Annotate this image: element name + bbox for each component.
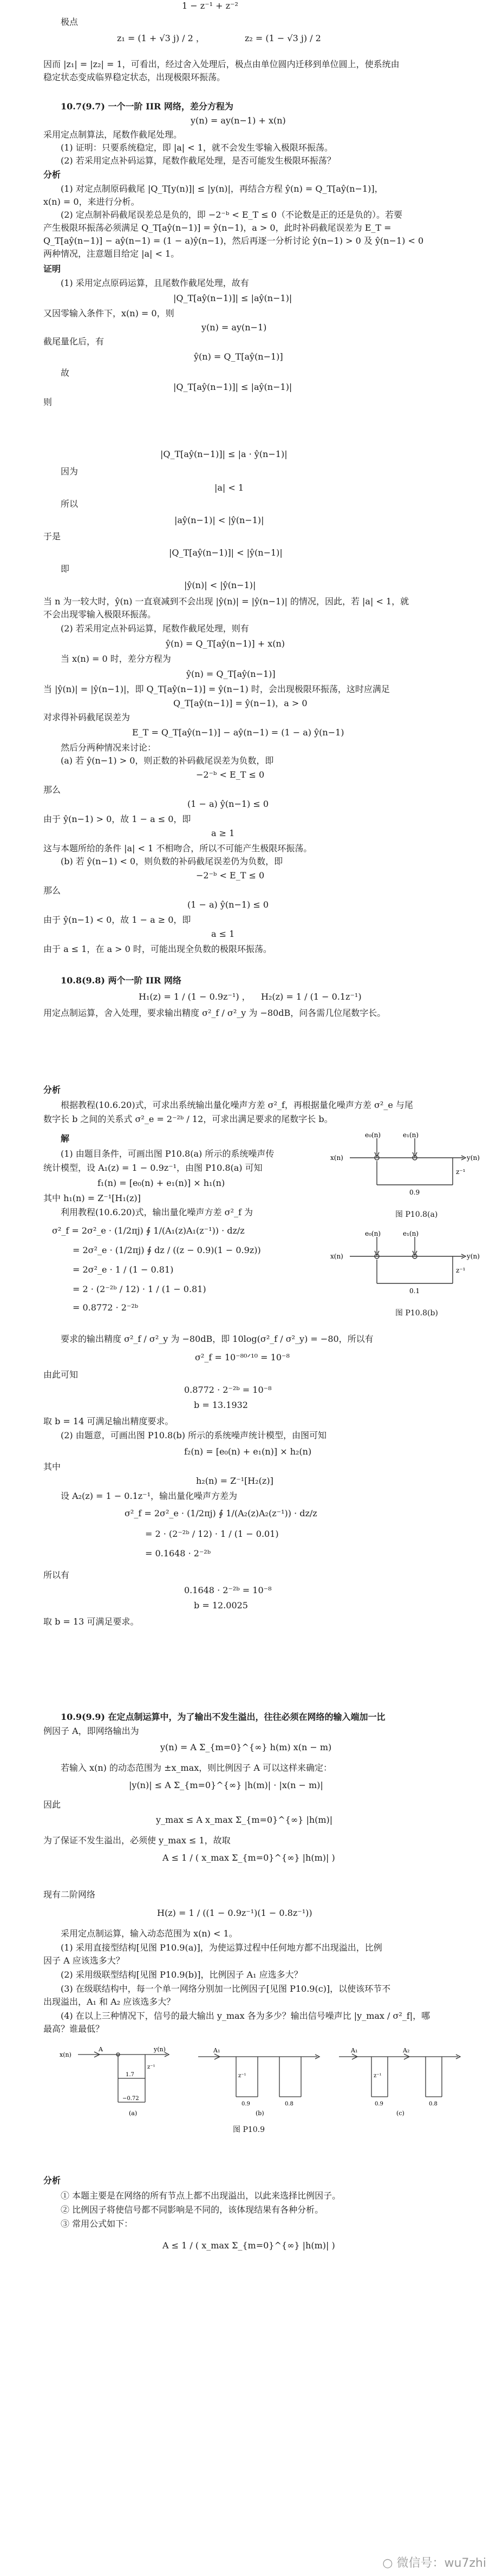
- problem-heading: 10.8(9.8) 两个一阶 IIR 网络: [61, 975, 181, 986]
- equation: y(n) = ay(n−1) + x(n): [191, 115, 286, 126]
- analysis-label: 分析: [43, 169, 61, 180]
- text-line: (2) 若采用定点补码运算，尾数作截尾处理，是否可能发生极限环振荡？: [61, 155, 336, 166]
- fig-gain-label: 0.8: [285, 2101, 293, 2107]
- transfer-function-h2: H₂(z) = 1 / (1 − 0.1z⁻¹): [261, 992, 362, 1002]
- text-line: 最高？谁最低？: [43, 2024, 105, 2034]
- figure-caption: 图 P10.9: [233, 2125, 265, 2134]
- figure-p10-9a: [58, 2043, 183, 2118]
- text-line: 数字长 b 之间的关系式 σ²_e = 2⁻²ᵇ / 12，可求出满足要求的尾数字长 b。: [43, 1114, 333, 1124]
- equation: = 0.8772 · 2⁻²ᵇ: [73, 1302, 139, 1313]
- transfer-function-h1: H₁(z) = 1 / (1 − 0.9z⁻¹) ，: [139, 992, 251, 1002]
- fig-scale-label: A: [99, 2046, 103, 2053]
- text-line: 截尾量化后，有: [43, 336, 105, 347]
- fig-gain-label: 0.9: [375, 2101, 383, 2107]
- fig-noise-e0: e₀(n): [365, 1131, 381, 1139]
- equation: |Q_T[aŷ(n−1)]| < |ŷ(n−1)|: [169, 547, 283, 558]
- text-line: 由于 a ≤ 1，在 a > 0 时，可能出现全负数的极限环振荡。: [43, 944, 272, 954]
- text-line: 这与本题所给的条件 |a| < 1 不相吻合，所以不可能产生极限环振荡。: [43, 843, 312, 853]
- equation: −2⁻ᵇ < E_T ≤ 0: [196, 870, 265, 881]
- text-line: (2) 采用级联型结构[见图 P10.9(b)]，比例因子 A₁ 应选多大？: [61, 1970, 303, 1980]
- figure-caption: 图 P10.8(b): [395, 1309, 438, 1318]
- equation: ŷ(n) = Q_T[aŷ(n−1)]: [194, 351, 283, 362]
- fig-output-label: y(n): [467, 1154, 480, 1162]
- equation: σ²_f = 2σ²_e · (1/2πj) ∮ 1/(A₁(z)A₁(z⁻¹)) · dz/z: [52, 1225, 245, 1236]
- text-line: 所以: [61, 499, 79, 509]
- equation: h₂(n) = Z⁻¹[H₂(z)]: [196, 1476, 273, 1486]
- equation: |ŷ(n)| < |ŷ(n−1)|: [184, 580, 256, 590]
- equation: a ≤ 1: [211, 929, 235, 939]
- text-line: ③ 常用公式如下：: [61, 2219, 133, 2229]
- equation: = 2 · (2⁻²ᵇ / 12) · 1 / (1 − 0.81): [73, 1284, 206, 1294]
- equation: (1 − a) ŷ(n−1) ≤ 0: [187, 899, 269, 910]
- text-line: 由于 ŷ(n−1) > 0，故 1 − a ≤ 0，即: [43, 814, 191, 824]
- text-line: (4) 在以上三种情况下，信号的最大输出 y_max 各为多少？输出信号噪声比 |y_max / σ²_f|，哪: [61, 2011, 430, 2021]
- text-line: 那么: [43, 885, 61, 896]
- equation: = 2σ²_e · (1/2πj) ∮ dz / ((z − 0.9)(1 − 0.9z)): [73, 1245, 261, 1255]
- text-line: 那么: [43, 785, 61, 795]
- text-line: 不会出现零输入极限环振荡。: [43, 609, 156, 619]
- fig-gain-label: 0.8: [429, 2101, 438, 2107]
- text-line: (1) 采用定点原码运算，且尾数作截尾处理，故有: [61, 278, 249, 288]
- text-line: 例因子 A，即网络输出为: [43, 1726, 139, 1736]
- problem-heading: 10.7(9.7) 一个一阶 IIR 网络，差分方程为: [61, 101, 233, 112]
- text-line: 则: [43, 397, 53, 407]
- problem-heading: 10.9(9.9) 在定点制运算中，为了输出不发生溢出，往往必须在网络的输入端加一比: [61, 1712, 386, 1722]
- equation: |aŷ(n−1)| < |ŷ(n−1)|: [174, 515, 264, 525]
- text-line: 取 b = 14 可满足输出精度要求。: [43, 1416, 174, 1426]
- equation: f₁(n) = [e₀(n) + e₁(n)] × h₁(n): [97, 1178, 225, 1188]
- text-line: 现有二阶网络: [43, 1889, 96, 1900]
- fig-gain-label: 0.9: [242, 2101, 250, 2107]
- equation: y(n) = A Σ_{m=0}^{∞} h(m) x(n − m): [160, 1742, 332, 1752]
- equation: −2⁻ᵇ < E_T ≤ 0: [196, 769, 265, 780]
- fig-input-label: x(n): [330, 1154, 343, 1162]
- watermark-text: 微信号：wu7zhi: [396, 2557, 486, 2570]
- fig-scale-label: A₂: [403, 2047, 410, 2054]
- text-line: 当 x(n) = 0 时，差分方程为: [61, 654, 171, 664]
- text-line: ② 比例因子将使信号都不同影响是不同的，该体现结果有各种分析。: [61, 2205, 324, 2215]
- text-line: 统计模型，设 A₁(z) = 1 − 0.9z⁻¹，由图 P10.8(a) 可知: [43, 1163, 263, 1173]
- text-line: 对求得补码截尾误差为: [43, 712, 130, 722]
- text-line: 若输入 x(n) 的动态范围为 ±x_max，则比例因子 A 可以这样来确定：: [61, 1763, 332, 1773]
- fig-gain-label: 0.9: [409, 1189, 420, 1196]
- figure-p10-8b: [328, 1229, 485, 1305]
- fig-gain-label: 0.1: [409, 1287, 420, 1295]
- solution-label: 解: [61, 1133, 70, 1144]
- text-line: 其中: [43, 1462, 61, 1472]
- text-line: 因子 A 应该选多大？: [43, 1955, 125, 1966]
- figure-p10-9b: [193, 2043, 323, 2118]
- fig-sub-caption: (b): [256, 2110, 264, 2117]
- text-line: 出现溢出，A₁ 和 A₂ 应该选多大？: [43, 1997, 175, 2007]
- equation: 0.8772 · 2⁻²ᵇ = 10⁻⁸: [184, 1385, 272, 1395]
- analysis-label: 分析: [43, 1085, 61, 1095]
- text-line: (2) 由题意，可画出图 P10.8(b) 所示的系统噪声统计模型，由图可知: [61, 1430, 327, 1440]
- equation: = 2σ²_e · 1 / (1 − 0.81): [73, 1264, 174, 1275]
- equation: ŷ(n) = Q_T[aŷ(n−1)] + x(n): [166, 638, 285, 649]
- fig-delay-label: z⁻¹: [456, 1267, 466, 1274]
- text-line: x(n) = 0，来进行分析。: [43, 197, 140, 207]
- text-line: 因为: [61, 466, 79, 477]
- text-line: (1) 采用直接型结构[见图 P10.9(a)]，为使运算过程中任何地方都不出现溢出，比例: [61, 1942, 382, 1953]
- text-line: 又因零输入条件下，x(n) = 0，则: [43, 308, 174, 318]
- watermark: [382, 2554, 486, 2571]
- wechat-icon: ○: [382, 2557, 393, 2570]
- text-line: 由于 ŷ(n−1) < 0，故 1 − a ≥ 0，即: [43, 915, 191, 925]
- text-line: 即: [61, 564, 70, 574]
- text-line: (1) 对定点制原码截尾 |Q_T[y(n)]| ≤ |y(n)|，再结合方程 ŷ(n) = Q_T[aŷ(n−1)]，: [61, 184, 383, 194]
- fig-delay-label: z⁻¹: [147, 2064, 155, 2070]
- text-line: 取 b = 13 可满足要求。: [43, 1616, 139, 1627]
- text-line: 为了保证不发生溢出，必须使 y_max ≤ 1，故取: [43, 1835, 231, 1845]
- fig-gain-label: −0.72: [122, 2096, 139, 2102]
- fig-scale-label: A₁: [351, 2047, 358, 2054]
- figure-p10-9c: [334, 2043, 464, 2118]
- text-line: 设 A₂(z) = 1 − 0.1z⁻¹，输出量化噪声方差为: [61, 1491, 238, 1501]
- fig-delay-label: z⁻¹: [238, 2073, 246, 2079]
- text-line: 故: [61, 368, 70, 378]
- text-line: 利用教程(10.6.20)式，输出量化噪声方差 σ²_f 为: [61, 1207, 253, 1217]
- pole-z1: z₁ = (1 + √3 j) / 2 ，: [117, 33, 205, 43]
- text-line: 采用定点制算法，尾数作截尾处理。: [43, 129, 182, 140]
- text-line: 由此可知: [43, 1369, 79, 1380]
- text-line: (2) 若采用定点补码运算，尾数作截尾处理，则有: [61, 623, 249, 634]
- equation: H(z) = 1 / ((1 − 0.9z⁻¹)(1 − 0.8z⁻¹)): [157, 1908, 312, 1918]
- text-line: 于是: [43, 531, 61, 542]
- fig-sub-caption: (c): [396, 2110, 404, 2117]
- fig-sub-caption: (a): [129, 2110, 138, 2117]
- text-line: 因此: [43, 1799, 61, 1810]
- equation: A ≤ 1 / ( x_max Σ_{m=0}^{∞} |h(m)| ): [162, 1853, 335, 1863]
- equation: |Q_T[aŷ(n−1)]| ≤ |aŷ(n−1)|: [173, 293, 292, 303]
- text-line: 稳定状态变成临界稳定状态，出现极限环振荡。: [43, 72, 226, 82]
- text-line: (1) 证明：只要系统稳定，即 |a| < 1，就不会发生零输入极限环振荡。: [61, 142, 333, 153]
- text-line: 采用定点制运算，输入动态范围为 x(n) < 1。: [61, 1928, 238, 1939]
- equation: |Q_T[aŷ(n−1)]| ≤ |aŷ(n−1)|: [173, 382, 292, 392]
- fig-noise-e0: e₀(n): [365, 1230, 381, 1237]
- fig-input-label: x(n): [60, 2051, 71, 2058]
- text-line: (a) 若 ŷ(n−1) > 0，则正数的补码截尾误差为负数，即: [61, 755, 274, 766]
- text-line: 其中 h₁(n) = Z⁻¹[H₁(z)]: [43, 1193, 141, 1203]
- text-line: (b) 若 ŷ(n−1) < 0，则负数的补码截尾误差仍为负数，即: [61, 856, 283, 866]
- equation: y(n) = ay(n−1): [201, 322, 267, 332]
- text-line: 用定点制运算，舍入处理，要求输出精度 σ²_f / σ²_y 为 −80dB，问各需几位尾数字长。: [43, 1008, 386, 1018]
- proof-label: 证明: [43, 264, 61, 274]
- analysis-label: 分析: [43, 2175, 61, 2186]
- fig-noise-e1: e₁(n): [403, 1131, 419, 1139]
- text-line: 产生极限环振荡必须满足 Q_T[aŷ(n−1)] = ŷ(n−1)，a > 0，此时补码截尾误差为 E_T =: [43, 223, 391, 233]
- equation: (1 − a) ŷ(n−1) ≤ 0: [187, 799, 269, 809]
- text-line: Q_T[aŷ(n−1)] − aŷ(n−1) = (1 − a)ŷ(n−1)，然后再逐一分析讨论 ŷ(n−1) > 0 及 ŷ(n−1) < 0: [43, 236, 424, 246]
- fig-delay-label: z⁻¹: [374, 2073, 382, 2079]
- text-line: 根据教程(10.6.20)式，可求出系统输出量化噪声方差 σ²_f，再根据量化噪声方差 σ²_e 与尾: [61, 1100, 413, 1110]
- equation: b = 13.1932: [194, 1400, 248, 1410]
- figure-p10-8a: [328, 1131, 485, 1207]
- text-line: ① 本题主要是在网络的所有节点上都不出现溢出，以此来选择比例因子。: [61, 2190, 341, 2201]
- equation: a ≥ 1: [211, 828, 235, 838]
- fig-noise-e1: e₁(n): [403, 1230, 419, 1237]
- text-line: 极点: [61, 17, 79, 27]
- text-line: (3) 在级联结构中，每一个单一网络分别加一比例因子[见图 P10.9(c)]，以使该环节不: [61, 1984, 391, 1994]
- text-line: 要求的输出精度 σ²_f / σ²_y 为 −80dB，即 10log(σ²_f / σ²_y) = −80，所以有: [61, 1334, 374, 1344]
- equation: y_max ≤ A x_max Σ_{m=0}^{∞} |h(m)|: [156, 1815, 333, 1825]
- text-line: 两种情况，注意题目给定 |a| < 1。: [43, 249, 180, 259]
- fig-output-label: y(n): [467, 1253, 480, 1260]
- equation: = 0.1648 · 2⁻²ᵇ: [145, 1548, 211, 1558]
- text-line: (2) 定点制补码截尾误差总是负的，即 −2⁻ᵇ < E_T ≤ 0（不论数是正的还是负的）。若要: [61, 210, 402, 220]
- equation: ŷ(n) = Q_T[aŷ(n−1)]: [186, 669, 276, 679]
- fig-gain-label: 1.7: [126, 2072, 134, 2078]
- pole-z2: z₂ = (1 − √3 j) / 2: [245, 33, 321, 43]
- equation: A ≤ 1 / ( x_max Σ_{m=0}^{∞} |h(m)| ): [162, 2240, 335, 2251]
- equation: f₂(n) = [e₀(n) + e₁(n)] × h₂(n): [184, 1446, 312, 1457]
- text-line: 然后分两种情况来讨论：: [61, 742, 156, 753]
- equation: 0.1648 · 2⁻²ᵇ = 10⁻⁸: [184, 1585, 272, 1595]
- fig-input-label: x(n): [330, 1253, 343, 1260]
- text-line: 当 |ŷ(n)| = |ŷ(n−1)|，即 Q_T[aŷ(n−1)] = ŷ(n−1) 时，会出现极限环振荡，这时应满足: [43, 684, 390, 694]
- text-line: 因而 |z₁| = |z₂| = 1，可看出，经过舍入处理后，极点由单位圆内迁移到单位圆上，使系统由: [43, 59, 400, 69]
- equation: |y(n)| ≤ A Σ_{m=0}^{∞} |h(m)| · |x(n − m)|: [129, 1780, 323, 1790]
- equation: E_T = Q_T[aŷ(n−1)] − aŷ(n−1) = (1 − a) ŷ(n−1): [132, 727, 344, 738]
- figure-caption: 图 P10.8(a): [395, 1210, 438, 1219]
- top-formula: 1 − z⁻¹ + z⁻²: [182, 1, 238, 11]
- text-line: 当 n 为一较大时，ŷ(n) 一直衰减到不会出现 |ŷ(n)| = |ŷ(n−1)| 的情况，因此，若 |a| < 1，就: [43, 596, 409, 606]
- equation: b = 12.0025: [194, 1600, 248, 1610]
- equation: |Q_T[aŷ(n−1)]| ≤ |a · ŷ(n−1)|: [160, 449, 288, 459]
- text-line: 所以有: [43, 1570, 70, 1580]
- fig-delay-label: z⁻¹: [456, 1168, 466, 1176]
- equation: σ²_f = 10⁻⁸⁰ᐟ¹⁰ = 10⁻⁸: [195, 1352, 290, 1362]
- equation: |a| < 1: [214, 482, 244, 493]
- equation: = 2 · (2⁻²ᵇ / 12) · 1 / (1 − 0.01): [145, 1529, 279, 1539]
- equation: σ²_f = 2σ²_e · (1/2πj) ∮ 1/(A₂(z)A₂(z⁻¹)) · dz/z: [125, 1508, 317, 1518]
- fig-output-label: y(n): [154, 2046, 166, 2053]
- equation: Q_T[aŷ(n−1)] = ŷ(n−1)，a > 0: [173, 698, 308, 708]
- text-line: (1) 由题目条件，可画出图 P10.8(a) 所示的系统噪声传: [61, 1149, 275, 1159]
- fig-scale-label: A₁: [213, 2047, 220, 2054]
